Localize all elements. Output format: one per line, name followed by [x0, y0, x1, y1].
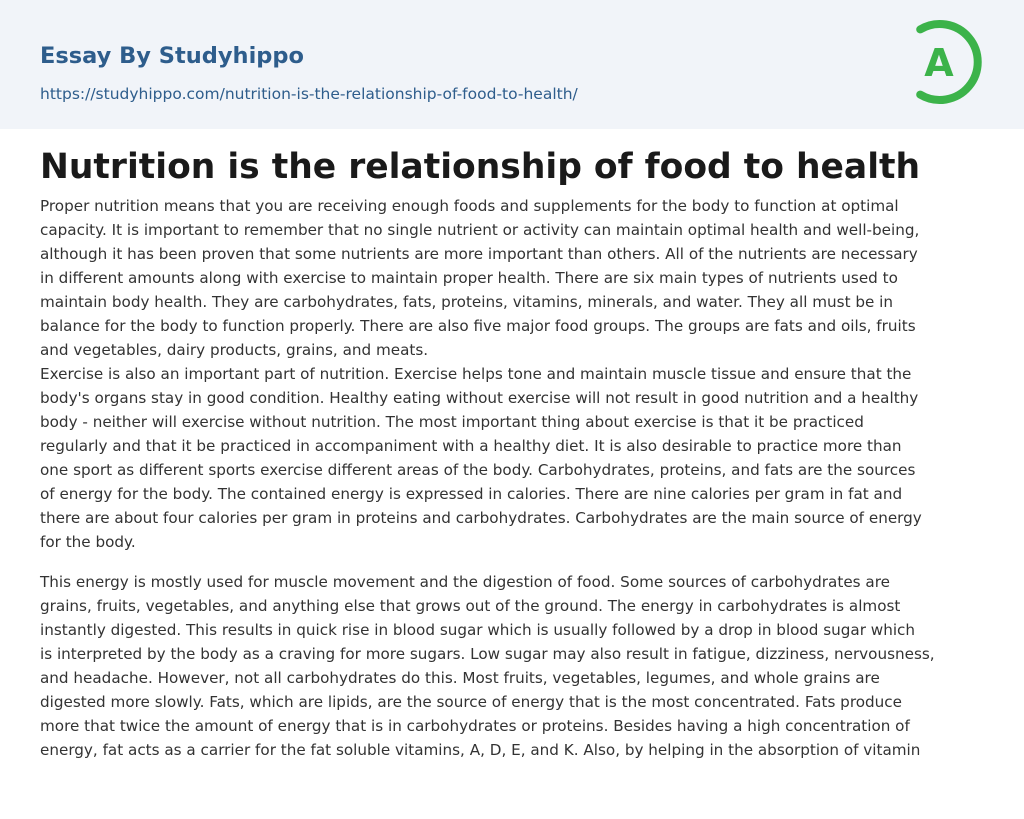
paragraph-line: Exercise is also an important part of nutrition. Exercise helps tone and maintain muscle tissue and ensure that the [40, 365, 912, 383]
paragraph-line: more that twice the amount of energy that is in carbohydrates or proteins. Besides having a high concentration of [40, 717, 910, 735]
paragraph-line: of energy for the body. The contained energy is expressed in calories. There are nine calories per gram in fat and [40, 485, 903, 503]
paragraph-line: although it has been proven that some nutrients are more important than others. All of the nutrients are necessary [40, 245, 918, 263]
site-brand[interactable]: Essay By Studyhippo [40, 43, 304, 69]
site-header [0, 0, 1024, 129]
paragraph-line: energy, fat acts as a carrier for the fat soluble vitamins, A, D, E, and K. Also, by helping in the absorption of vitamin [40, 741, 921, 759]
paragraph-line: Proper nutrition means that you are receiving enough foods and supplements for the body to function at optimal [40, 197, 899, 215]
paragraph-line: body's organs stay in good condition. Healthy eating without exercise will not result in good nutrition and a healthy [40, 389, 919, 407]
essay-title: Nutrition is the relationship of food to health [40, 147, 921, 187]
essay-paragraph [40, 570, 984, 762]
paragraph-line: in different amounts along with exercise to maintain proper health. There are six main types of nutrients used to [40, 269, 898, 287]
paragraph-line: one sport as different sports exercise different areas of the body. Carbohydrates, proteins, and fats are the sources [40, 461, 916, 479]
paragraph-line: grains, fruits, vegetables, and anything else that grows out of the ground. The energy in carbohydrates is almost [40, 597, 901, 615]
paragraph-line: maintain body health. They are carbohydrates, fats, proteins, vitamins, minerals, and water. They all must be in [40, 293, 894, 311]
paragraph-line: and vegetables, dairy products, grains, and meats. [40, 341, 429, 359]
paragraph-line: balance for the body to function properly. There are also five major food groups. The groups are fats and oils, fruits [40, 317, 916, 335]
essay-paragraph [40, 362, 984, 554]
paragraph-line: This energy is mostly used for muscle movement and the digestion of food. Some sources of carbohydrates are [40, 573, 890, 591]
paragraph-line: is interpreted by the body as a craving for more sugars. Low sugar may also result in fatigue, dizziness, nervousness, [40, 645, 935, 663]
essay-body [40, 194, 984, 762]
paragraph-line: capacity. It is important to remember that no single nutrient or activity can maintain optimal health and well-being, [40, 221, 920, 239]
essay-paragraph [40, 194, 984, 362]
paragraph-line: digested more slowly. Fats, which are lipids, are the source of energy that is the most concentrated. Fats produce [40, 693, 902, 711]
paragraph-line: body - neither will exercise without nutrition. The most important thing about exercise is that it be practiced [40, 413, 864, 431]
paragraph-line: instantly digested. This results in quick rise in blood sugar which is usually followed by a drop in blood sugar which [40, 621, 916, 639]
paragraph-line: for the body. [40, 533, 136, 551]
studyhippo-logo-icon[interactable] [905, 15, 993, 109]
logo-letter: A [924, 41, 954, 85]
paragraph-line: regularly and that it be practiced in accompaniment with a healthy diet. It is also desirable to practice more than [40, 437, 902, 455]
paragraph-line: and headache. However, not all carbohydrates do this. Most fruits, vegetables, legumes, and whole grains are [40, 669, 880, 687]
paragraph-line: there are about four calories per gram in proteins and carbohydrates. Carbohydrates are the main source of energy [40, 509, 922, 527]
essay-url-link[interactable]: https://studyhippo.com/nutrition-is-the-relationship-of-food-to-health/ [40, 85, 578, 103]
